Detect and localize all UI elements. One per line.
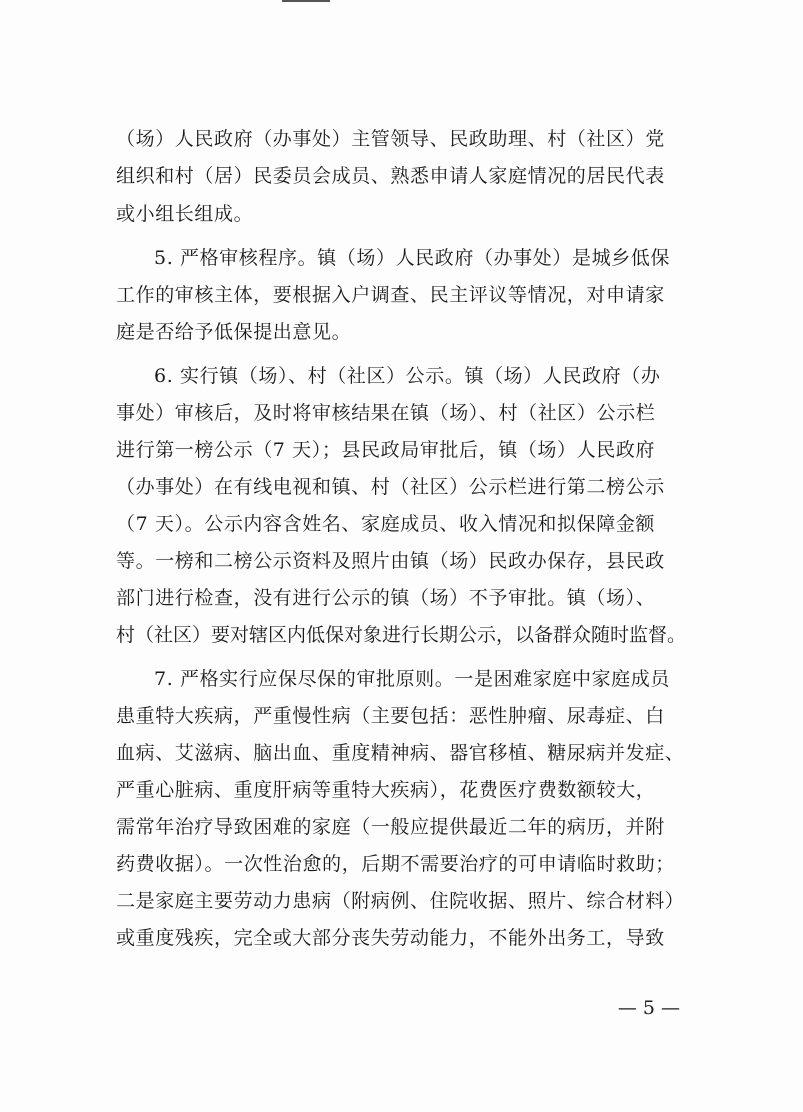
text-line: 二是家庭主要劳动力患病（附病例、住院收据、照片、综合材料） [116, 890, 685, 912]
text-line: 等。一榜和二榜公示资料及照片由镇（场）民政办保存，县民政 [116, 550, 665, 572]
text-line: （办事处）在有线电视和镇、村（社区）公示栏进行第二榜公示 [116, 476, 665, 498]
text-line: 或小组长组成。 [116, 203, 254, 225]
text-line: 进行第一榜公示（7 天）；县民政局审批后，镇（场）人民政府 [116, 439, 656, 461]
paragraph-6-start: 6. 实行镇（场）、村（社区）公示。镇（场）人民政府（办 [154, 365, 661, 387]
text-line: （7 天）。公示内容含姓名、家庭成员、收入情况和拟保障金额 [116, 513, 656, 535]
text-line: 血病、艾滋病、脑出血、重度精神病、器官移植、糖尿病并发症、 [116, 742, 685, 764]
top-margin-mark [282, 0, 330, 2]
text-line: （场）人民政府（办事处）主管领导、民政助理、村（社区）党 [116, 128, 665, 150]
text-line: 或重度残疾，完全或大部分丧失劳动能力，不能外出务工，导致 [116, 927, 665, 949]
text-line: 村（社区）要对辖区内低保对象进行长期公示，以备群众随时监督。 [116, 624, 687, 646]
text-line: 严重心脏病、重度肝病等重特大疾病），花费医疗费数额较大， [116, 779, 656, 801]
text-line: 事处）审核后，及时将审核结果在镇（场）、村（社区）公示栏 [116, 402, 656, 424]
page-number: — 5 — [617, 997, 680, 1019]
text-line: 需常年治疗导致困难的家庭（一般应提供最近二年的病历，并附 [116, 816, 665, 838]
paragraph-7-start: 7. 严格实行应保尽保的审批原则。一是困难家庭中家庭成员 [154, 668, 670, 690]
text-line: 庭是否给予低保提出意见。 [116, 321, 352, 343]
text-line: 部门进行检查，没有进行公示的镇（场）不予审批。镇（场）、 [116, 587, 656, 609]
text-line: 患重特大疾病，严重慢性病（主要包括：恶性肿瘤、尿毒症、白 [116, 705, 665, 727]
text-line: 工作的审核主体，要根据入户调查、民主评议等情况，对申请家 [116, 284, 665, 306]
paragraph-5-start: 5. 严格审核程序。镇（场）人民政府（办事处）是城乡低保 [154, 247, 670, 269]
text-line: 组织和村（居）民委员会成员、熟悉申请人家庭情况的居民代表 [116, 165, 665, 187]
text-line: 药费收据）。一次性治愈的，后期不需要治疗的可申请临时救助； [116, 853, 675, 875]
